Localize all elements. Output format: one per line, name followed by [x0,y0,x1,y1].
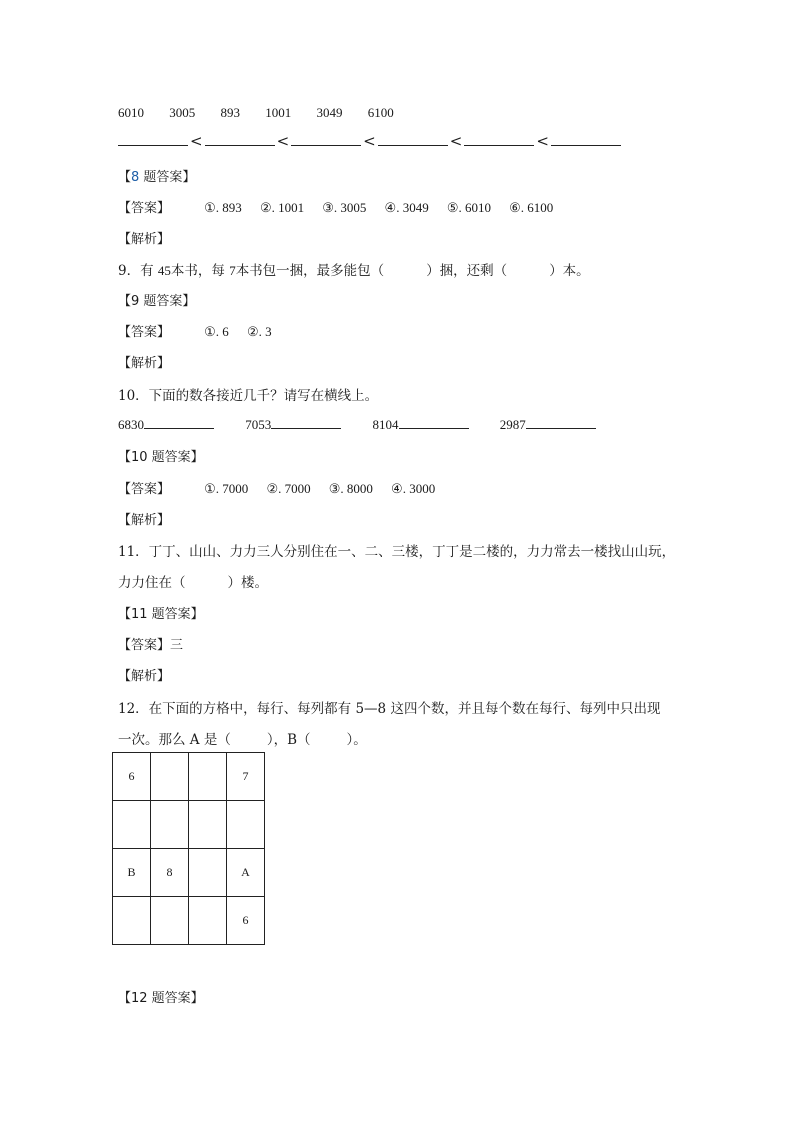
answer-option: ①. 7000 [204,481,249,496]
grid-cell [227,801,265,849]
answer-label: 【答案】 [118,482,171,497]
answer-label: 【答案】 [118,201,171,216]
answer-option: ②. 1001 [259,200,305,215]
q8-number: 893 [220,105,240,120]
q8-number: 6010 [118,105,144,120]
answer-option: ④. 3049 [384,200,429,215]
grid-cell: 6 [113,753,151,801]
answer-option: ②. 3 [246,324,272,339]
q8-blanks-row [118,132,621,150]
q10-number: 2987 [499,417,526,432]
q8-answer-header-text: 题答案 [139,170,183,185]
q10-answer-header: 【10 题答案】 [118,450,204,465]
q12-text: ），B（ [266,732,311,748]
q11-question-line2 [118,571,268,591]
q12-answer-header: 【12 题答案】 [118,991,204,1006]
q11-question-line1: 11．丁丁、山山、力力三人分别住在一、二、三楼，丁丁是二楼的，力力常去一楼找山山玩， [118,544,676,560]
answer-blank[interactable] [399,416,469,429]
q10-numbers-row [118,416,596,433]
q8-number: 3049 [316,105,343,120]
q9-text: ）本。 [549,263,590,279]
q11-analysis-label: 【解析】 [118,669,171,684]
answer-option: ①. 6 [204,324,229,339]
answer-option: ①. 893 [204,200,242,215]
q10-number: 7053 [245,417,272,432]
q11-text: ）楼。 [227,575,268,591]
grid-cell: 7 [227,753,265,801]
q8-analysis-label: 【解析】 [118,232,171,247]
q8-answer-row [118,197,567,216]
answer-option: ②. 7000 [266,481,311,496]
answer-blank[interactable] [118,133,188,146]
answer-blank[interactable] [378,133,448,146]
grid-row [113,801,265,849]
grid-cell: A [227,849,265,897]
q8-answer-header-number: 8 [131,170,140,185]
grid-cell [189,801,227,849]
answer-blank[interactable] [464,133,534,146]
grid-cell [113,897,151,945]
q12-text: 一次。那么 A 是（ [118,732,231,748]
q8-number: 1001 [265,105,292,120]
grid-cell: 8 [151,849,189,897]
q10-number: 6830 [118,417,144,432]
bracket-close: 】 [182,170,196,185]
answer-blank[interactable] [271,416,341,429]
less-than-sign: < [276,132,290,150]
q8-number: 3005 [169,105,196,120]
grid-cell [189,753,227,801]
q9-number: 45 [157,263,171,278]
grid-row [113,849,265,897]
less-than-sign: < [363,132,376,150]
answer-blank[interactable] [291,133,361,146]
q11-answer-text: 【答案】三 [118,638,184,653]
grid-cell [113,801,151,849]
answer-blank[interactable] [205,133,275,146]
q9-text: 本书，每 [170,263,225,279]
grid-cell: B [113,849,151,897]
grid-cell [151,753,189,801]
q8-answer-header [118,166,195,185]
q10-number: 8104 [372,417,399,432]
q9-answer-row [118,321,286,340]
answer-option: ③. 3005 [322,200,367,215]
grid-row [113,753,265,801]
q11-text: 力力住在（ [118,575,186,591]
q9-number: 7 [229,263,236,278]
q8-number: 6100 [367,105,394,120]
q9-answer-header: 【9 题答案】 [118,294,196,309]
q10-question: 10．下面的数各接近几千？请写在横线上。 [118,388,379,404]
grid-cell [151,897,189,945]
q9-text: 9．有 [118,263,154,279]
grid-cell: 6 [227,897,265,945]
q9-text: ）捆，还剩（ [426,263,508,279]
grid-cell [189,849,227,897]
q12-question-line1: 12．在下面的方格中，每行、每列都有 5—8 这四个数，并且每个数在每行、每列中只出现 [118,701,661,717]
q10-analysis-label: 【解析】 [118,513,171,528]
grid-cell [189,897,227,945]
answer-blank[interactable] [551,133,621,146]
q9-analysis-label: 【解析】 [118,356,171,371]
less-than-sign: < [536,132,549,150]
answer-blank[interactable] [144,416,214,429]
q11-answer-header: 【11 题答案】 [118,607,204,622]
q12-question-line2 [118,728,367,748]
answer-option: ③. 8000 [328,481,373,496]
q8-numbers-row [118,105,394,121]
q12-text: ）。 [346,732,367,748]
answer-blank[interactable] [526,416,596,429]
answer-label: 【答案】 [118,325,171,340]
less-than-sign: < [190,132,203,150]
q9-text: 本书包一捆，最多能包（ [235,263,385,279]
q12-number-grid [112,752,265,945]
grid-cell [151,801,189,849]
grid-row [113,897,265,945]
less-than-sign: < [449,132,463,150]
bracket-open: 【 [118,170,132,185]
q10-answer-row [118,478,449,497]
q9-question [118,259,590,279]
answer-option: ⑥. 6100 [509,200,554,215]
answer-option: ④. 3000 [391,481,436,496]
answer-option: ⑤. 6010 [446,200,491,215]
